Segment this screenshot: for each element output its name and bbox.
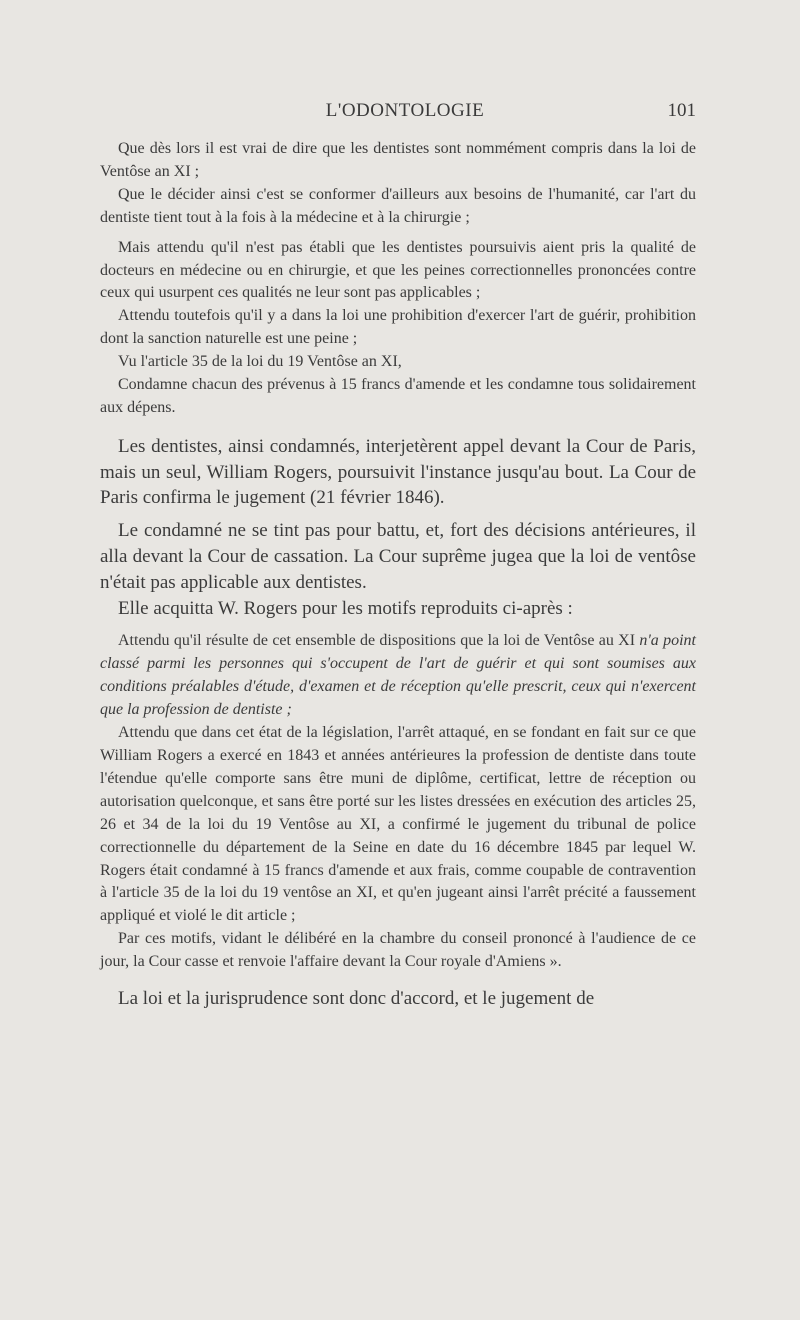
- paragraph-2: Que le décider ainsi c'est se conformer d'ailleurs aux besoins de l'humanité, car l'art du dentiste tient tout à la fois à la médecine et à la chirurgie ;: [100, 185, 696, 226]
- paragraph-10-roman: Attendu qu'il résulte de cet ensemble de dispositions que la loi de Ventôse au XI: [118, 632, 640, 650]
- paragraph-10-italic: n'a point classé parmi les personnes qui s'occupent de l'art de guérir et qui sont soumises aux conditions préalables d'étude, d'examen et de réception qu'elle prescrit, ceux qui n'exercent que la profession de dentiste ;: [100, 632, 696, 719]
- paragraph-4: Attendu toutefois qu'il y a dans la loi une prohibition d'exercer l'art de guérir, prohibition dont la sanction naturelle est une peine ;: [100, 307, 696, 348]
- paragraph-3: Mais attendu qu'il n'est pas établi que les dentistes poursuivis aient pris la qualité de docteurs en médecine ou en chirurgie, et que les peines correctionnelles prononcées contre ceux qui usurpent ces qualités ne leur sont pas applicables ;: [100, 238, 696, 302]
- paragraph-13: La loi et la jurisprudence sont donc d'accord, et le jugement de: [118, 988, 595, 1010]
- paragraph-8: Le condamné ne se tint pas pour battu, et, fort des décisions antérieures, il alla devant la Cour de cassation. La Cour suprême jugea que la loi de ventôse n'était pas applicable aux dentistes.: [100, 520, 696, 593]
- paragraph-10: [100, 630, 696, 722]
- page-body: [100, 138, 696, 1012]
- paragraph-11: Attendu que dans cet état de la législation, l'arrêt attaqué, en se fondant en fait sur ce que William Rogers a exercé en 1843 et années antérieures la profession de dentiste dans toute l'étendue qu'elle comporte sans être muni de diplôme, certificat, lettre de réception ou autorisation quelconque, et sans être porté sur les listes dressées en exécution des articles 25, 26 et 34 de la loi du 19 Ventôse au XI, a confirmé le jugement du tribunal de police correctionnelle du département de la Seine en date du 16 décembre 1845 par lequel W. Rogers était condamné à 15 francs d'amende et aux frais, comme coupable de contravention à l'article 35 de la loi du 19 ventôse an XI, et qu'en jugeant ainsi l'arrêt précité a faussement appliqué et violé le dit article ;: [100, 724, 696, 925]
- paragraph-1: Que dès lors il est vrai de dire que les dentistes sont nommément compris dans la loi de Ventôse an XI ;: [100, 140, 696, 180]
- paragraph-12: Par ces motifs, vidant le délibéré en la chambre du conseil prononcé à l'audience de ce jour, la Cour casse et renvoie l'affaire devant la Cour royale d'Amiens ».: [100, 930, 696, 971]
- page-header: [100, 100, 696, 126]
- paragraph-7: Les dentistes, ainsi condamnés, interjetèrent appel devant la Cour de Paris, mais un seul, William Rogers, poursuivit l'instance jusqu'au bout. La Cour de Paris confirma le jugement (21 février 1846).: [100, 435, 696, 509]
- page-number: 101: [667, 100, 696, 121]
- paragraph-5: Vu l'article 35 de la loi du 19 Ventôse an XI,: [118, 353, 402, 371]
- paragraph-6: Condamne chacun des prévenus à 15 francs d'amende et les condamne tous solidairement aux dépens.: [100, 376, 696, 416]
- paragraph-9: Elle acquitta W. Rogers pour les motifs reproduits ci-après :: [118, 597, 573, 619]
- running-head: L'ODONTOLOGIE: [325, 100, 485, 121]
